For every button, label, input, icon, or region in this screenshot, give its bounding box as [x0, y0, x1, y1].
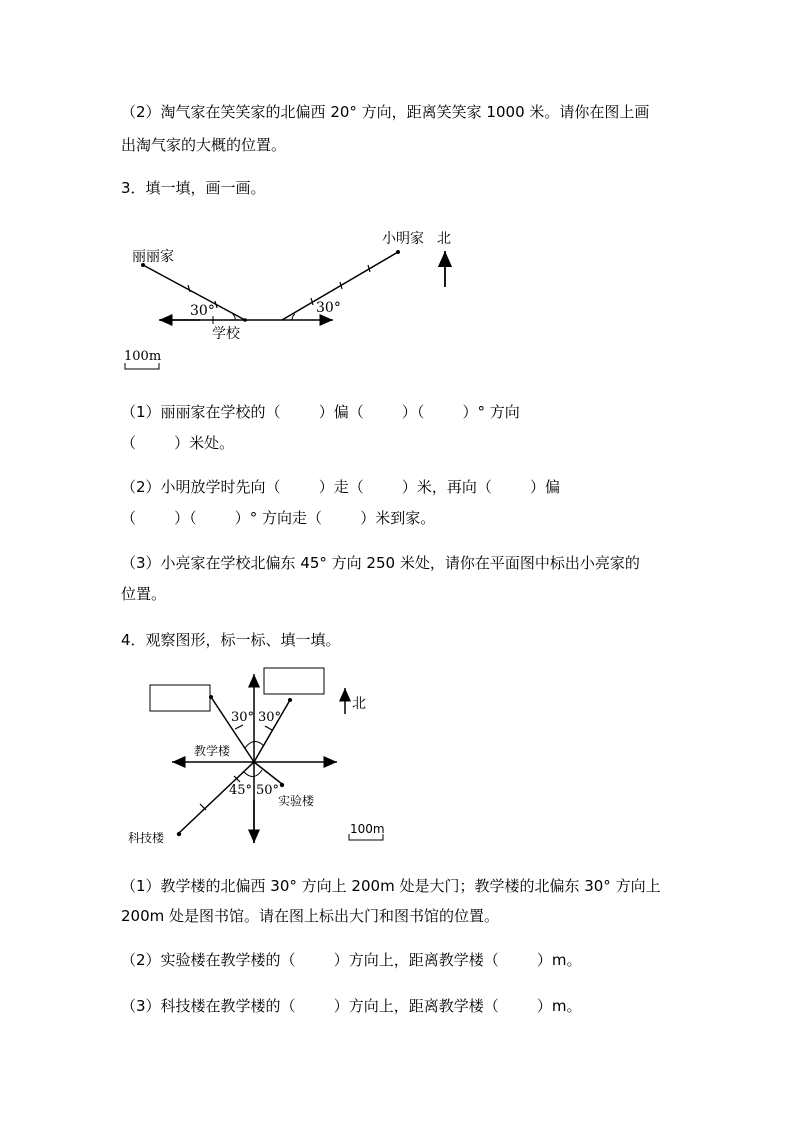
q3-3-line2: 位置。 — [121, 585, 167, 603]
tech-point — [177, 832, 181, 836]
tick — [200, 804, 206, 810]
angle-nw-label: 30° — [231, 710, 255, 725]
q3-2-line2: （ ）（ ）° 方向走（ ）米到家。 — [121, 509, 436, 527]
tick — [235, 725, 243, 729]
q4-1-line2: 200m 处是图书馆。请在图上标出大门和图书馆的位置。 — [121, 907, 500, 925]
angle-sw-label: 45° — [229, 783, 253, 798]
tech-building-label: 科技楼 — [128, 831, 165, 845]
q3-1-line1: （1）丽丽家在学校的（ ）偏（ ）（ ）° 方向 — [121, 403, 520, 421]
q2-2-line2: 出淘气家的大概的位置。 — [121, 136, 287, 154]
scale-label: 100m — [350, 822, 385, 836]
ne-end-point — [288, 698, 292, 702]
gate-answer-box — [150, 685, 210, 711]
q4-2: （2）实验楼在教学楼的（ ）方向上，距离教学楼（ ）m。 — [121, 951, 582, 969]
school-label: 学校 — [212, 326, 240, 342]
q3-title: 3．填一填，画一画。 — [121, 179, 266, 197]
angle-left-label: 30° — [190, 303, 215, 319]
nw-end-point — [209, 695, 213, 699]
arc-bottom — [244, 770, 262, 777]
q2-2-line1: （2）淘气家在笑笑家的北偏西 20° 方向，距离笑笑家 1000 米。请你在图上画 — [121, 103, 650, 121]
teaching-building-label: 教学楼 — [194, 744, 231, 758]
library-answer-box — [264, 668, 324, 694]
lili-home-label: 丽丽家 — [132, 249, 174, 265]
scale-label: 100m — [124, 349, 162, 364]
q4-3: （3）科技楼在教学楼的（ ）方向上，距离教学楼（ ）m。 — [121, 997, 582, 1015]
north-label: 北 — [437, 231, 451, 247]
lab-point — [280, 783, 284, 787]
q3-2-line1: （2）小明放学时先向（ ）走（ ）米，再向（ ）偏 — [121, 478, 560, 496]
angle-se-label: 50° — [256, 783, 280, 798]
xiaoming-home-label: 小明家 — [382, 231, 424, 247]
angle-ne-label: 30° — [258, 710, 282, 725]
q4-1-line1: （1）教学楼的北偏西 30° 方向上 200m 处是大门；教学楼的北偏东 30° 方向上 — [121, 877, 661, 895]
q4-title: 4．观察图形，标一标、填一填。 — [121, 631, 341, 649]
tick — [265, 726, 272, 730]
q3-3-line1: （3）小亮家在学校北偏东 45° 方向 250 米处，请你在平面图中标出小亮家的 — [121, 554, 640, 572]
lab-building-label: 实验楼 — [278, 794, 315, 808]
north-label: 北 — [352, 696, 366, 712]
q3-1-line2: （ ）米处。 — [121, 434, 235, 452]
angle-right-label: 30° — [316, 300, 341, 316]
ray-to-lab — [254, 762, 282, 784]
